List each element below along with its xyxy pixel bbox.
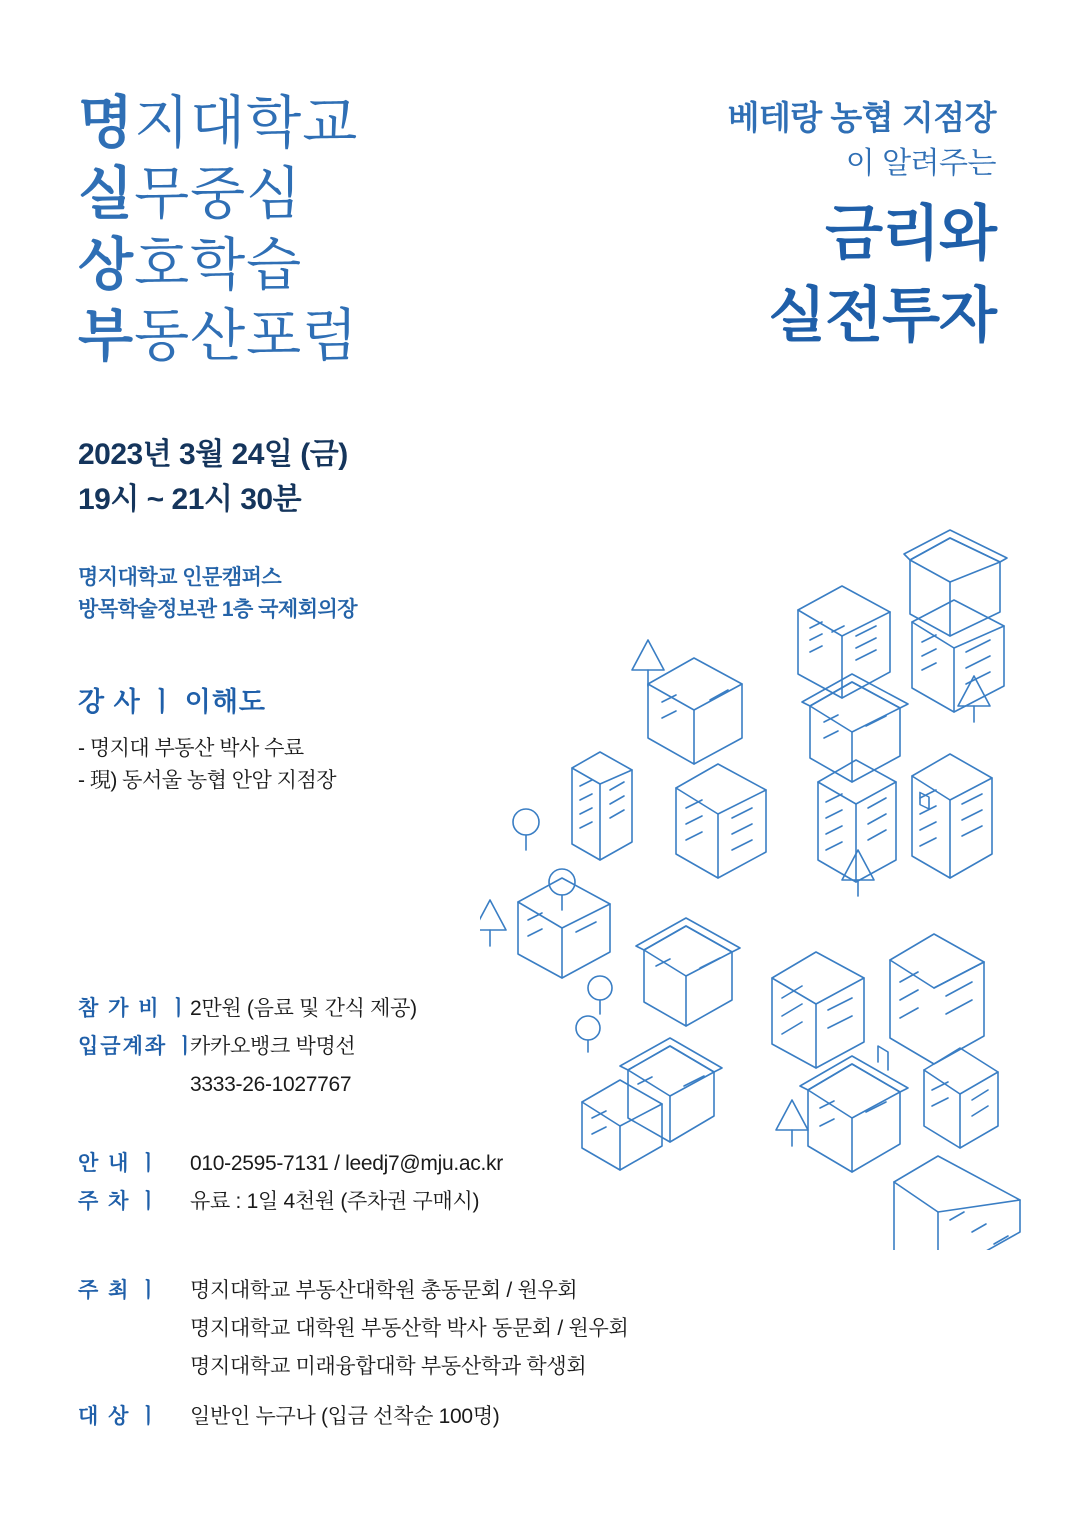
block-building-right — [890, 934, 984, 1064]
title-line-1: 명지대학교 — [78, 92, 359, 155]
tree-cone-left — [480, 900, 506, 946]
target-label: 대 상 ㅣ — [78, 1405, 161, 1428]
tree-upper-left — [632, 640, 664, 686]
tree-cone-mid — [842, 850, 874, 896]
event-datetime — [78, 432, 598, 522]
fee-value: 2만원 (음료 및 간식 제공) — [190, 997, 417, 1020]
title-line-4: 부동산포럼 — [78, 305, 359, 368]
target-value: 일반인 누구나 (입금 선착순 100명) — [190, 1405, 500, 1428]
low-building-left — [518, 878, 610, 978]
venue-line-1: 명지대학교 인문캠퍼스 — [78, 566, 282, 589]
event-venue — [78, 562, 598, 626]
headline-main-line-1: 금리와 — [825, 200, 996, 267]
house-bottom-center — [800, 1046, 908, 1172]
parking-row — [78, 1183, 778, 1221]
guide-info-group — [78, 1145, 778, 1221]
fee-row — [78, 990, 778, 1028]
headline-subtitle-2: 이 알려주는 — [845, 147, 996, 180]
speaker-heading: 강 사 ㅣ 이해도 — [78, 687, 266, 717]
apartment-center-right — [772, 952, 864, 1068]
parking-value: 유료 : 1일 4천원 (주차권 구매시) — [190, 1190, 480, 1213]
tree-upper-right — [958, 676, 990, 722]
speaker-bullet-2: - 現) 동서울 농협 안암 지점장 — [78, 769, 337, 792]
tree-cone-bottom — [776, 1100, 808, 1146]
poster-headline — [576, 96, 996, 352]
title-line-3: 상호학습 — [78, 234, 303, 297]
host-row — [78, 1272, 778, 1310]
event-date: 2023년 3월 24일 (금) — [78, 438, 348, 471]
event-time: 19시 ~ 21시 30분 — [78, 483, 302, 516]
account-value: 카카오뱅크 박명선 — [190, 1035, 356, 1058]
target-row — [78, 1398, 778, 1436]
guide-label: 안 내 ㅣ — [78, 1152, 161, 1175]
apartment-far-right — [912, 754, 992, 878]
guide-row — [78, 1145, 778, 1183]
headline-subtitle-1: 베테랑 농협 지점장 — [727, 99, 996, 136]
tree-round-left-2 — [549, 869, 575, 910]
office-right-tall — [818, 760, 896, 882]
title-line-2: 실무중심 — [78, 163, 303, 226]
speaker-section — [78, 680, 598, 797]
host-label: 주 최 ㅣ — [78, 1279, 161, 1302]
poster-title — [78, 88, 598, 372]
host-value-2: 명지대학교 대학원 부동산학 박사 동문회 / 원우회 — [190, 1317, 629, 1340]
fee-info-group — [78, 990, 778, 1104]
account-number: 3333-26-1027767 — [190, 1073, 352, 1096]
host-info-group — [78, 1272, 778, 1436]
account-row — [78, 1028, 778, 1066]
guide-value[interactable]: 010-2595-7131 / leedj7@mju.ac.kr — [190, 1152, 503, 1175]
parking-label: 주 차 ㅣ — [78, 1190, 161, 1213]
tree-round-left — [513, 809, 539, 850]
host-value-3: 명지대학교 미래융합대학 부동산학과 학생회 — [190, 1355, 587, 1378]
speaker-bullet-1: - 명지대 부동산 박사 수료 — [78, 737, 304, 760]
venue-line-2: 방목학술정보관 1층 국제회의장 — [78, 598, 358, 621]
building-right-grid — [912, 600, 1004, 712]
account-label: 입금계좌 ㅣ — [78, 1035, 198, 1058]
house-pitched-center — [802, 674, 908, 782]
building-top-right — [904, 530, 1007, 809]
low-building-bottom-right — [894, 1156, 1020, 1250]
fee-label: 참 가 비 ㅣ — [78, 997, 191, 1020]
building-upper-left — [798, 586, 890, 698]
host-value-1: 명지대학교 부동산대학원 총동문회 / 원우회 — [190, 1279, 578, 1302]
house-gable-mid — [648, 658, 742, 764]
apartment-mid — [676, 764, 766, 878]
headline-main-line-2: 실전투자 — [768, 282, 996, 349]
apartment-bottom-right — [924, 1048, 998, 1148]
